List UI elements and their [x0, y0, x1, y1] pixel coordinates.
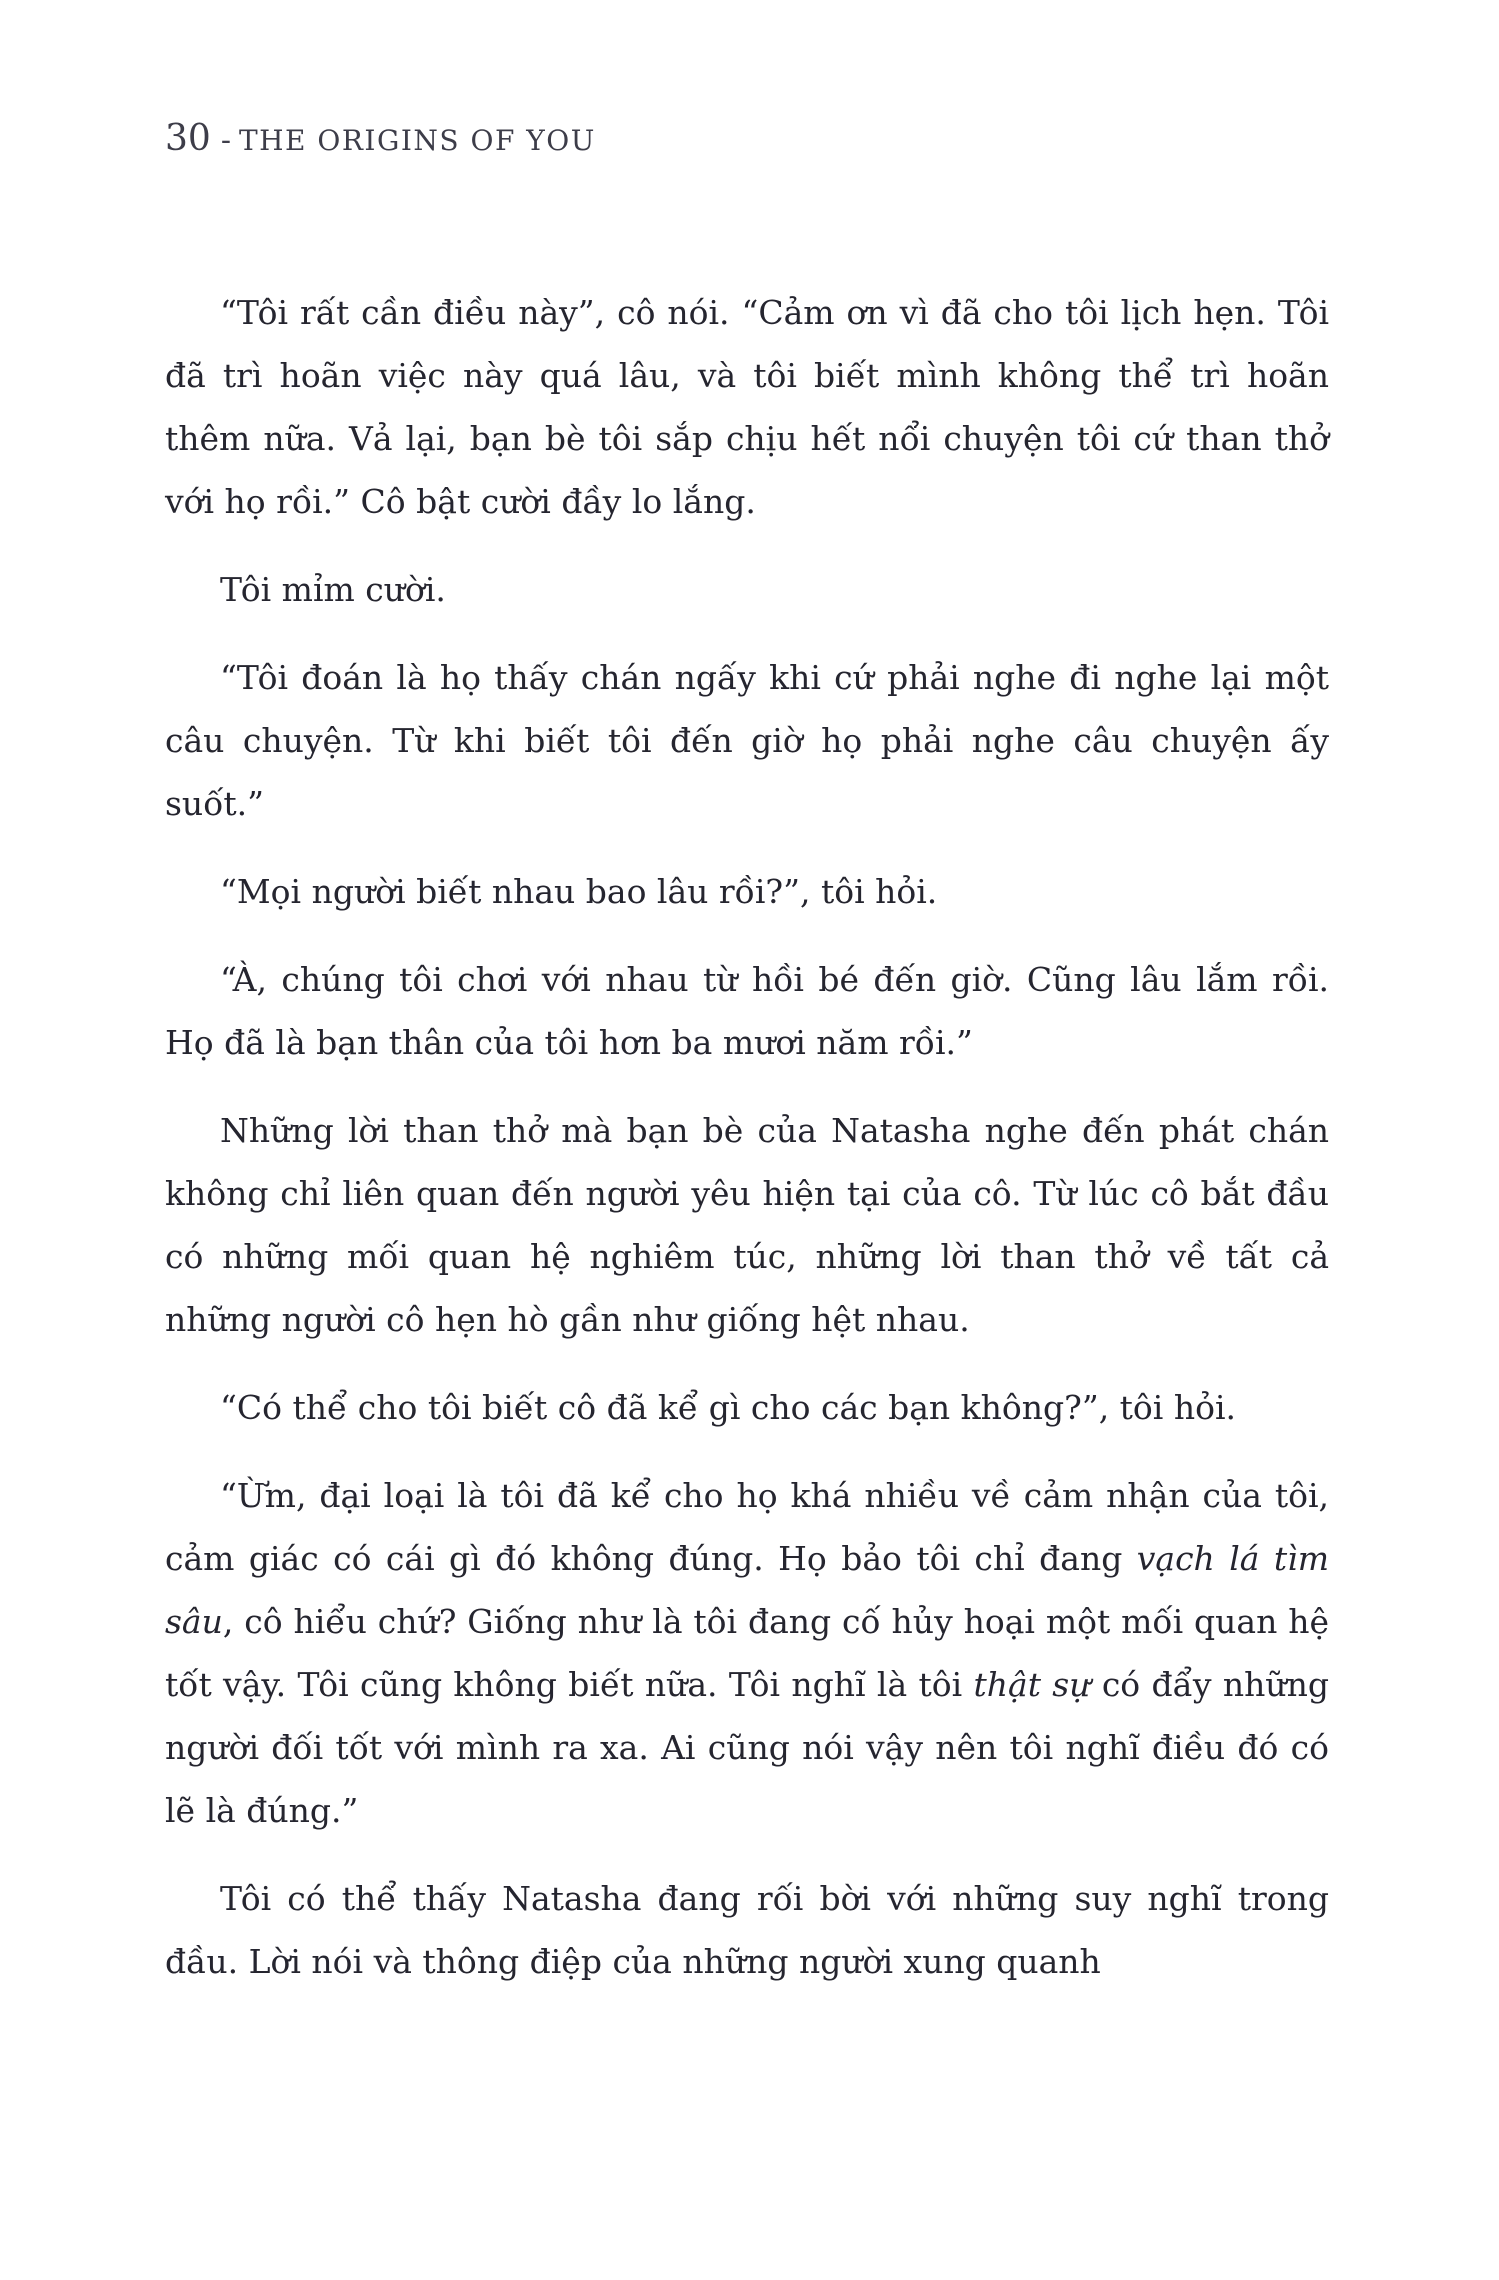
text-run: “À, chúng tôi chơi với nhau từ hồi bé đến giờ. Cũng lâu lắm rồi. Họ đã là bạn thân của tôi hơn ba mươi năm rồi.”: [165, 960, 1329, 1062]
paragraph: [165, 948, 1329, 1074]
text-run: có đẩy những người đối tốt với mình ra xa. Ai cũng nói vậy nên tôi nghĩ điều đó có lẽ là đúng.”: [165, 1665, 1329, 1830]
header-separator: -: [220, 123, 231, 158]
text-run: “Có thể cho tôi biết cô đã kể gì cho các bạn không?”, tôi hỏi.: [220, 1388, 1237, 1427]
text-run: Tôi có thể thấy Natasha đang rối bời với những suy nghĩ trong đầu. Lời nói và thông điệp của những người xung quanh: [165, 1879, 1329, 1981]
paragraph: [165, 281, 1329, 533]
text-run: “Mọi người biết nhau bao lâu rồi?”, tôi hỏi.: [220, 872, 938, 911]
paragraph: [165, 646, 1329, 835]
italic-text-run: vạch lá tìm sâu: [165, 1539, 1329, 1641]
text-run: “Ừm, đại loại là tôi đã kể cho họ khá nhiều về cảm nhận của tôi, cảm giác có cái gì đó không đúng. Họ bảo tôi chỉ đang: [165, 1476, 1329, 1578]
paragraph: [165, 1099, 1329, 1351]
paragraph: [165, 1464, 1329, 1842]
page-number: 30: [165, 118, 211, 159]
running-header: [165, 118, 1329, 159]
text-run: “Tôi rất cần điều này”, cô nói. “Cảm ơn vì đã cho tôi lịch hẹn. Tôi đã trì hoãn việc này quá lâu, và tôi biết mình không thể trì hoãn thêm nữa. Vả lại, bạn bè tôi sắp chịu hết nổi chuyện tôi cứ than thở với họ rồi.” Cô bật cười đầy lo lắng.: [165, 293, 1329, 521]
text-run: Những lời than thở mà bạn bè của Natasha nghe đến phát chán không chỉ liên quan đến người yêu hiện tại của cô. Từ lúc cô bắt đầu có những mối quan hệ nghiêm túc, những lời than thở về tất cả những người cô hẹn hò gần như giống hệt nhau.: [165, 1111, 1329, 1339]
text-run: “Tôi đoán là họ thấy chán ngấy khi cứ phải nghe đi nghe lại một câu chuyện. Từ khi biết tôi đến giờ họ phải nghe câu chuyện ấy suốt.”: [165, 658, 1329, 823]
italic-text-run: thật sự: [973, 1665, 1091, 1704]
page-body-text: [165, 281, 1329, 1993]
paragraph: [165, 860, 1329, 923]
text-run: Tôi mỉm cười.: [220, 570, 446, 609]
paragraph: [165, 1867, 1329, 1993]
paragraph: [165, 558, 1329, 621]
paragraph: [165, 1376, 1329, 1439]
book-title: THE ORIGINS OF YOU: [238, 124, 596, 157]
text-run: , cô hiểu chứ? Giống như là tôi đang cố hủy hoại một mối quan hệ tốt vậy. Tôi cũng không biết nữa. Tôi nghĩ là tôi: [165, 1602, 1329, 1704]
